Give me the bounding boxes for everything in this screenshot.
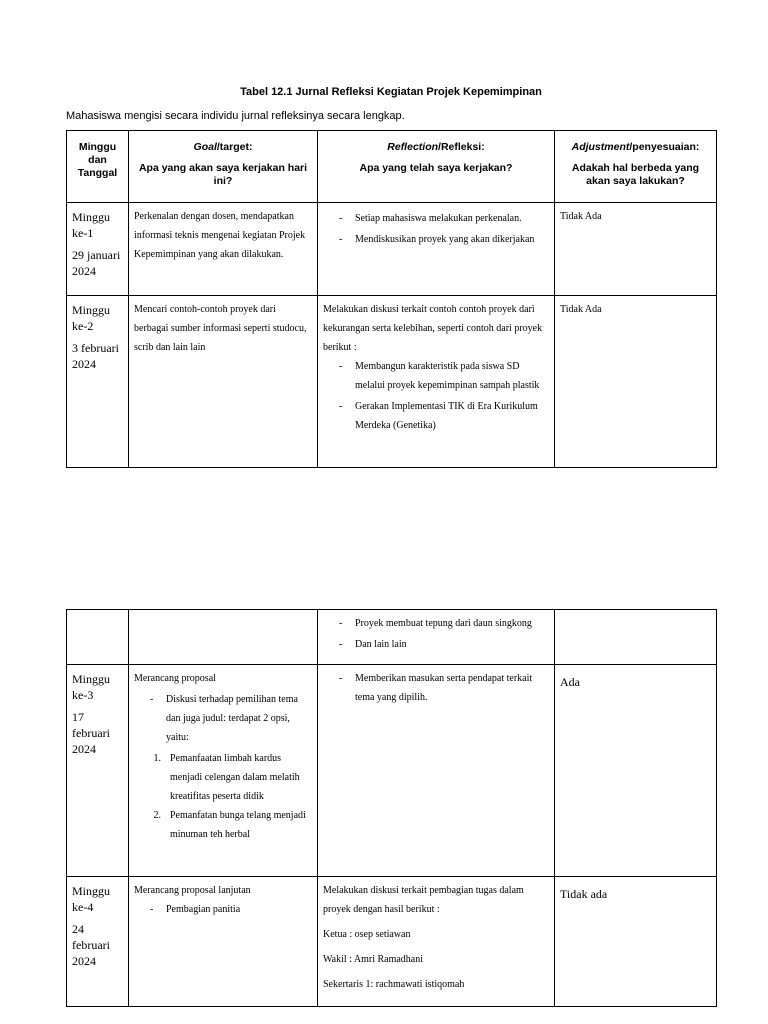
list-item: - Proyek membuat tepung dari daun singkong bbox=[339, 614, 548, 633]
table-row bbox=[67, 296, 717, 468]
goal-cell: Merancang proposal - Diskusi terhadap pemilihan tema dan juga judul: terdapat 2 opsi, yaitu: 1. Pemanfaatan limbah kardus menjadi celengan dalam melatih kreatifitas peserta didik 2. Pemanfatan bunga telang menjadi minuman teh herbal bbox=[129, 665, 318, 877]
reflection-cell bbox=[318, 610, 555, 665]
adjustment-cell: Tidak Ada bbox=[555, 296, 717, 468]
list-item: - Diskusi terhadap pemilihan tema dan juga judul: terdapat 2 opsi, yaitu: bbox=[150, 690, 311, 747]
week-cell: Minggu ke-1 29 januari 2024 bbox=[67, 203, 129, 296]
list-item: - Dan lain lain bbox=[339, 635, 548, 654]
journal-table-part-2 bbox=[66, 609, 717, 1007]
week-cell: Minggu ke-3 17 februari 2024 bbox=[67, 665, 129, 877]
week-cell: Minggu ke-2 3 februari 2024 bbox=[67, 296, 129, 468]
page-title: Tabel 12.1 Jurnal Refleksi Kegiatan Projek Kepemimpinan bbox=[240, 86, 542, 98]
goal-cell bbox=[129, 610, 318, 665]
week-cell: Minggu ke-4 24 februari 2024 bbox=[67, 877, 129, 1007]
list-item: - Memberikan masukan serta pendapat terkait tema yang dipilih. bbox=[339, 669, 548, 707]
reflection-cell: Melakukan diskusi terkait pembagian tugas dalam proyek dengan hasil berikut : Ketua : osep setiawan Wakil : Amri Ramadhani Sekertaris 1: rachmawati istiqomah bbox=[318, 877, 555, 1007]
list-item: 2. Pemanfatan bunga telang menjadi minuman teh herbal bbox=[166, 806, 311, 844]
table-row bbox=[67, 203, 717, 296]
list-item: Ketua : osep setiawan bbox=[323, 929, 411, 940]
adjustment-cell: Tidak Ada bbox=[555, 203, 717, 296]
list-item: - Setiap mahasiswa melakukan perkenalan. bbox=[339, 209, 548, 228]
table-row bbox=[67, 665, 717, 877]
goal-cell: Merancang proposal lanjutan - Pembagian panitia bbox=[129, 877, 318, 1007]
list-item: Sekertaris 1: rachmawati istiqomah bbox=[323, 979, 465, 990]
journal-table-part-1 bbox=[66, 130, 717, 468]
list-item: 1. Pemanfaatan limbah kardus menjadi celengan dalam melatih kreatifitas peserta didik bbox=[166, 749, 311, 806]
reflection-cell bbox=[318, 203, 555, 296]
header-adjustment: Adjustment/penyesuaian: Adakah hal berbeda yang akan saya lakukan? bbox=[555, 131, 717, 203]
list-item: - Membangun karakteristik pada siswa SD melalui proyek kepemimpinan sampah plastik bbox=[339, 357, 548, 395]
header-reflection: Reflection/Refleksi: Apa yang telah saya kerjakan? bbox=[318, 131, 555, 203]
table-header-row bbox=[67, 131, 717, 203]
adjustment-cell: Ada bbox=[555, 665, 717, 877]
list-item: - Pembagian panitia bbox=[150, 900, 311, 919]
list-item: Wakil : Amri Ramadhani bbox=[323, 954, 424, 965]
intro-text: Mahasiswa mengisi secara individu jurnal refleksinya secara lengkap. bbox=[66, 110, 405, 122]
list-item: - Gerakan Implementasi TIK di Era Kurikulum Merdeka (Genetika) bbox=[339, 397, 548, 435]
table-row bbox=[67, 877, 717, 1007]
goal-cell: Perkenalan dengan dosen, mendapatkan informasi teknis mengenai kegiatan Projek Kepemimpinan yang akan dilakukan. bbox=[129, 203, 318, 296]
table-row bbox=[67, 610, 717, 665]
reflection-cell bbox=[318, 665, 555, 877]
adjustment-cell bbox=[555, 610, 717, 665]
week-cell bbox=[67, 610, 129, 665]
list-item: - Mendiskusikan proyek yang akan dikerjakan bbox=[339, 230, 548, 249]
header-goal: Goal/target: Apa yang akan saya kerjakan hari ini? bbox=[129, 131, 318, 203]
header-week-date: Minggu dan Tanggal bbox=[67, 131, 129, 203]
reflection-cell: Melakukan diskusi terkait contoh contoh proyek dari kekurangan serta kelebihan, seperti contoh dari proyek berikut : - Membangun karakteristik pada siswa SD melalui proyek kepemimpinan sampah plastik - Gerakan Implementasi TIK di Era Kurikulum Merdeka (Genetika) bbox=[318, 296, 555, 468]
adjustment-cell: Tidak ada bbox=[555, 877, 717, 1007]
goal-cell: Mencari contoh-contoh proyek dari berbagai sumber informasi seperti studocu, scrib dan lain lain bbox=[129, 296, 318, 468]
